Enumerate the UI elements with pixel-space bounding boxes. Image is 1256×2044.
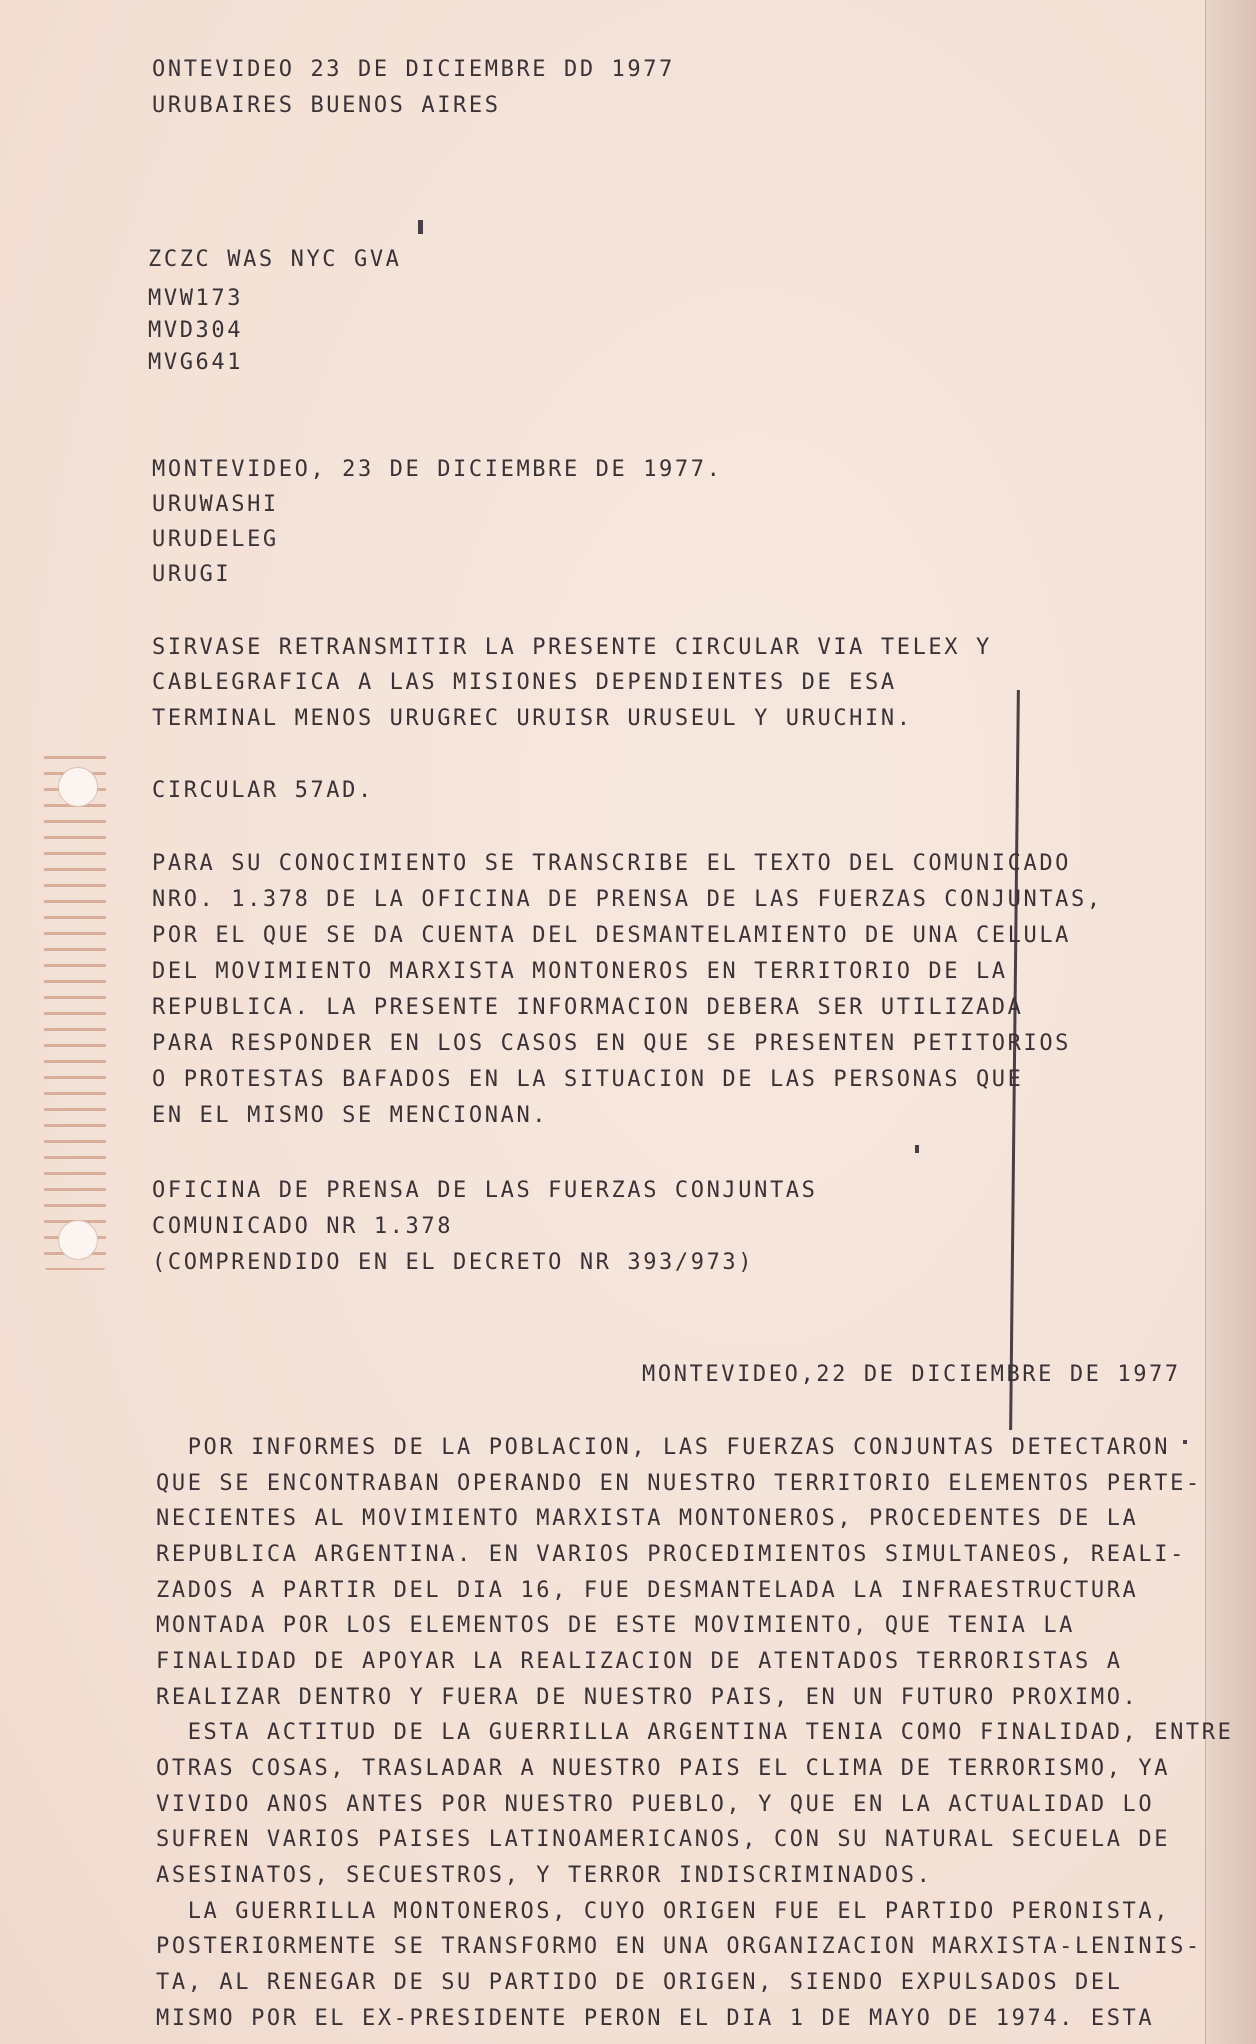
ink-dot (418, 220, 423, 234)
body-line: LA GUERRILLA MONTONEROS, CUYO ORIGEN FUE EL PARTIDO PERONISTA, (156, 1899, 1171, 1924)
paragraph-line: DEL MOVIMIENTO MARXISTA MONTONEROS EN TERRITORIO DE LA (152, 959, 1008, 984)
paragraph-line: POR EL QUE SE DA CUENTA DEL DESMANTELAMIENTO DE UNA CELULA (152, 923, 1072, 948)
routing-line: MVG641 (148, 350, 244, 375)
header-line-1: ONTEVIDEO 23 DE DICIEMBRE DD 1977 (152, 57, 675, 82)
address-date: MONTEVIDEO, 23 DE DICIEMBRE DE 1977. (152, 457, 723, 482)
body-line: MISMO POR EL EX-PRESIDENTE PERON EL DIA 1 DE MAYO DE 1974. ESTA (156, 2006, 1155, 2031)
binder-hole (58, 1220, 98, 1260)
header-line-2: URUBAIRES BUENOS AIRES (152, 93, 501, 118)
rust-stain (44, 750, 106, 1270)
ink-dot (915, 1145, 919, 1153)
communique-date: MONTEVIDEO,22 DE DICIEMBRE DE 1977 (642, 1362, 1181, 1387)
routing-line: MVW173 (148, 286, 244, 311)
routing-line: MVD304 (148, 318, 244, 343)
binder-hole (58, 767, 98, 807)
body-line: ASESINATOS, SECUESTROS, Y TERROR INDISCRIMINADOS. (156, 1863, 933, 1888)
body-line: SUFREN VARIOS PAISES LATINOAMERICANOS, CON SU NATURAL SECUELA DE (156, 1827, 1171, 1852)
paragraph-line: O PROTESTAS BAFADOS EN LA SITUACION DE LAS PERSONAS QUE (152, 1067, 1024, 1092)
body-line: POR INFORMES DE LA POBLACION, LAS FUERZAS CONJUNTAS DETECTARON (156, 1435, 1171, 1460)
body-line: NECIENTES AL MOVIMIENTO MARXISTA MONTONEROS, PROCEDENTES DE LA (156, 1506, 1139, 1531)
body-line: POSTERIORMENTE SE TRANSFORMO EN UNA ORGANIZACION MARXISTA-LENINIS- (156, 1934, 1202, 1959)
paragraph-line: PARA SU CONOCIMIENTO SE TRANSCRIBE EL TEXTO DEL COMUNICADO (152, 851, 1072, 876)
paragraph-line: REPUBLICA. LA PRESENTE INFORMACION DEBERA SER UTILIZADA (152, 995, 1024, 1020)
recipient: URUGI (152, 562, 232, 587)
body-line: TA, AL RENEGAR DE SU PARTIDO DE ORIGEN, SIENDO EXPULSADOS DEL (156, 1970, 1123, 1995)
communique-header-line: COMUNICADO NR 1.378 (152, 1214, 454, 1239)
instruction-line: SIRVASE RETRANSMITIR LA PRESENTE CIRCULAR VIA TELEX Y (152, 635, 992, 660)
paragraph-line: EN EL MISMO SE MENCIONAN. (152, 1103, 549, 1128)
routing-line: ZCZC WAS NYC GVA (148, 247, 402, 272)
body-line: ESTA ACTITUD DE LA GUERRILLA ARGENTINA TENIA COMO FINALIDAD, ENTRE (156, 1720, 1234, 1745)
communique-header-line: OFICINA DE PRENSA DE LAS FUERZAS CONJUNTAS (152, 1178, 818, 1203)
circular-number: CIRCULAR 57AD. (152, 778, 374, 803)
body-line: MONTADA POR LOS ELEMENTOS DE ESTE MOVIMIENTO, QUE TENIA LA (156, 1613, 1076, 1638)
paragraph-line: NRO. 1.378 DE LA OFICINA DE PRENSA DE LAS FUERZAS CONJUNTAS, (152, 887, 1103, 912)
paragraph-line: PARA RESPONDER EN LOS CASOS EN QUE SE PRESENTEN PETITORIOS (152, 1031, 1072, 1056)
communique-header-line: (COMPRENDIDO EN EL DECRETO NR 393/973) (152, 1250, 755, 1275)
recipient: URUWASHI (152, 492, 279, 517)
body-line: VIVIDO ANOS ANTES POR NUESTRO PUEBLO, Y QUE EN LA ACTUALIDAD LO (156, 1792, 1155, 1817)
body-line: FINALIDAD DE APOYAR LA REALIZACION DE ATENTADOS TERRORISTAS A (156, 1649, 1123, 1674)
body-line: REPUBLICA ARGENTINA. EN VARIOS PROCEDIMIENTOS SIMULTANEOS, REALI- (156, 1542, 1186, 1567)
body-line: REALIZAR DENTRO Y FUERA DE NUESTRO PAIS, EN UN FUTURO PROXIMO. (156, 1685, 1139, 1710)
body-line: ZADOS A PARTIR DEL DIA 16, FUE DESMANTELADA LA INFRAESTRUCTURA (156, 1578, 1139, 1603)
instruction-line: CABLEGRAFICA A LAS MISIONES DEPENDIENTES DE ESA (152, 670, 897, 695)
instruction-line: TERMINAL MENOS URUGREC URUISR URUSEUL Y URUCHIN. (152, 706, 913, 731)
body-line: QUE SE ENCONTRABAN OPERANDO EN NUESTRO TERRITORIO ELEMENTOS PERTE- (156, 1471, 1202, 1496)
ink-dot (1183, 1440, 1187, 1444)
recipient: URUDELEG (152, 527, 279, 552)
body-line: OTRAS COSAS, TRASLADAR A NUESTRO PAIS EL CLIMA DE TERRORISMO, YA (156, 1756, 1171, 1781)
